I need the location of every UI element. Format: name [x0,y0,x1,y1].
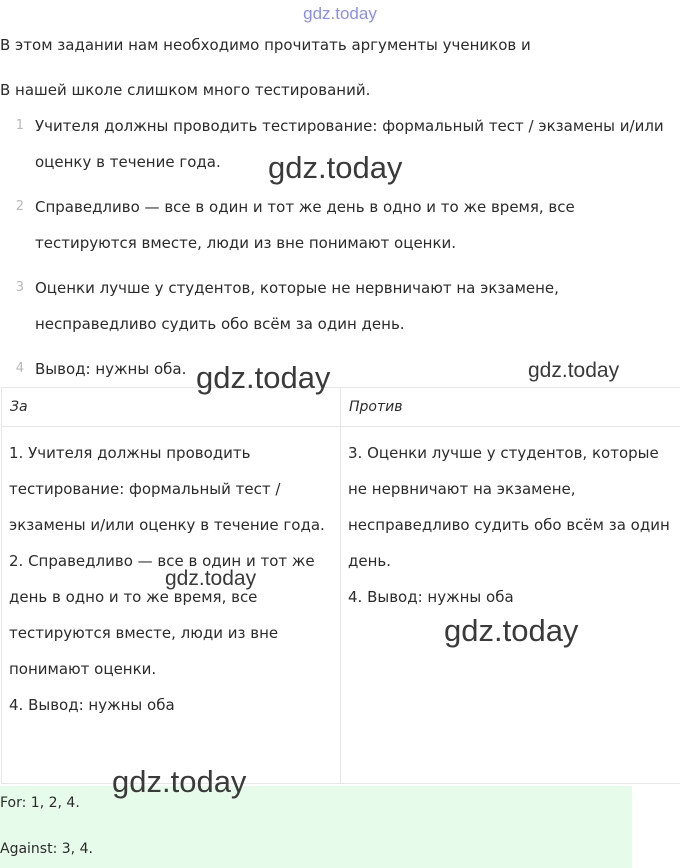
answer-against: Against: 3, 4. [0,841,93,857]
watermark: gdz.today [196,360,331,395]
intro-text: В этом задании нам необходимо прочитать аргументы учеников и [0,36,531,54]
watermark: gdz.today [528,359,620,382]
list-number: 1 [15,118,24,133]
list-number: 4 [15,361,24,376]
list-number: 3 [15,280,24,295]
statement-text: В нашей школе слишком много тестирований. [0,81,371,99]
for-item: 4. Вывод: нужны оба [9,696,175,714]
for-item: 1. Учителя должны проводить тестирование: формальный тест / экзамены и/или оценку в течение года. [9,444,325,534]
for-item: 2. Справедливо — все в один и тот же день в одно и то же время, все тестируются вместе, люди из вне понимают оценки. [9,552,315,678]
list-item-text: Оценки лучше у студентов, которые не нервничают на экзамене, несправедливо судить обо всём за один день. [35,279,559,333]
answer-box [0,786,632,868]
list-item-text: Учителя должны проводить тестирование: формальный тест / экзамены и/или оценку в течение года. [35,117,664,171]
list-item [0,351,680,387]
list-item [0,189,680,261]
for-cell [2,427,341,784]
list-item [0,108,680,180]
watermark: gdz.today [112,764,247,799]
watermark: gdz.today [165,567,257,590]
watermark: gdz.today [444,613,579,648]
list-item-text: Справедливо — все в один и тот же день в одно и то же время, все тестируются вместе, люди из вне понимают оценки. [35,198,575,252]
answer-for: For: 1, 2, 4. [0,795,80,811]
against-item: 3. Оценки лучше у студентов, которые не нервничают на экзамене, несправедливо судить обо всём за один день. [348,444,670,570]
list-item [0,270,680,342]
against-item: 4. Вывод: нужны оба [348,588,514,606]
against-cell [341,427,680,784]
list-number: 2 [15,199,24,214]
table-header-against: Против [341,388,680,427]
list-item-text: Вывод: нужны оба. [35,360,187,378]
arguments-list [0,108,680,396]
site-watermark: gdz.today [303,4,377,23]
pros-cons-table [1,387,680,784]
watermark: gdz.today [268,150,403,185]
table-header-for: За [2,388,341,427]
